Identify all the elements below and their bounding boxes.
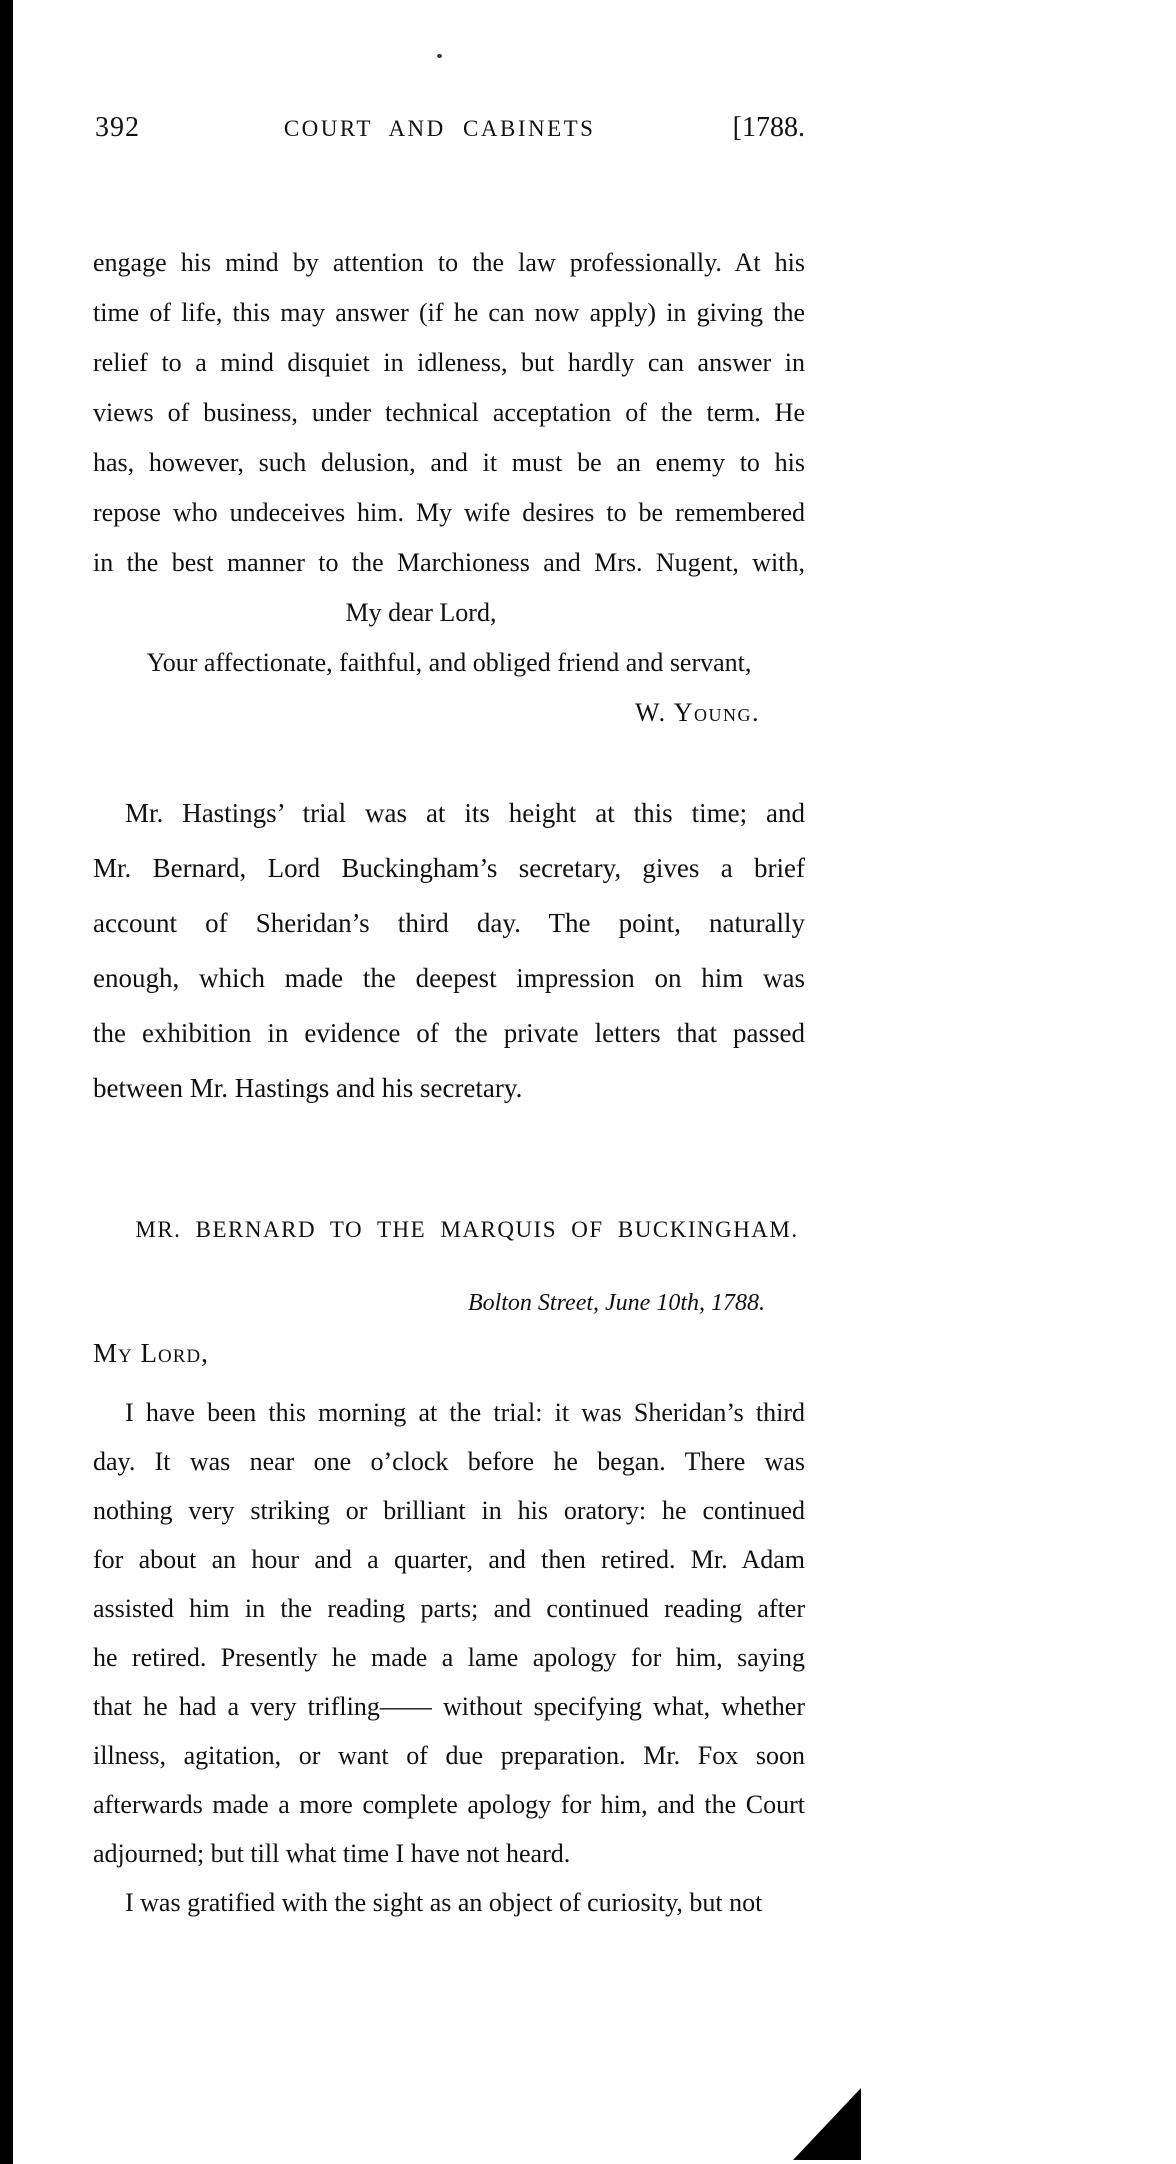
- body-line: Mr. Bernard, Lord Buckingham’s secretary, gives a brief: [93, 853, 805, 883]
- salutation: My Lord,: [93, 1338, 209, 1368]
- narrative-paragraph: [93, 786, 805, 1116]
- body-line: afterwards made a more complete apology for him, and the Court: [93, 1790, 805, 1819]
- date-marker: [1788.: [732, 112, 805, 143]
- body-line: adjourned; but till what time I have not heard.: [93, 1839, 571, 1868]
- body-line: assisted him in the reading parts; and continued reading after: [93, 1594, 805, 1623]
- body-line: I have been this morning at the trial: it was Sheridan’s third: [125, 1398, 805, 1427]
- body-line: enough, which made the deepest impression on him was: [93, 963, 805, 993]
- body-line: repose who undeceives him. My wife desires to be remembered: [93, 498, 805, 527]
- body-line: illness, agitation, or want of due preparation. Mr. Fox soon: [93, 1741, 805, 1770]
- letter-heading: MR. BERNARD TO THE MARQUIS OF BUCKINGHAM.: [135, 1217, 799, 1242]
- body-line: he retired. Presently he made a lame apology for him, saying: [93, 1643, 805, 1672]
- signature: W. Young.: [635, 698, 760, 727]
- body-line: the exhibition in evidence of the private letters that passed: [93, 1018, 805, 1048]
- body-line: between Mr. Hastings and his secretary.: [93, 1073, 523, 1103]
- valediction-salute: My dear Lord,: [345, 598, 497, 627]
- page-header: [93, 112, 805, 152]
- page-corner-shadow: [793, 2088, 861, 2160]
- running-title: COURT AND CABINETS: [283, 116, 596, 141]
- body-line: views of business, under technical acceptation of the term. He: [93, 398, 805, 427]
- body-line: account of Sheridan’s third day. The point, naturally: [93, 908, 805, 938]
- body-line: that he had a very trifling—— without specifying what, whether: [93, 1692, 805, 1721]
- body-line: time of life, this may answer (if he can now apply) in giving the: [93, 298, 805, 327]
- page-number: 392: [95, 112, 140, 143]
- dateline: Bolton Street, June 10th, 1788.: [467, 1290, 765, 1316]
- body-line: Mr. Hastings’ trial was at its height at this time; and: [125, 798, 805, 828]
- body-line: nothing very striking or brilliant in his oratory: he continued: [93, 1496, 805, 1525]
- scan-speck: [437, 54, 442, 58]
- letter-bernard-paragraph-2: [93, 1878, 805, 1927]
- letter-bernard-body: [93, 1388, 805, 1878]
- body-line: for about an hour and a quarter, and then retired. Mr. Adam: [93, 1545, 805, 1574]
- body-line: relief to a mind disquiet in idleness, but hardly can answer in: [93, 348, 805, 377]
- body-line: engage his mind by attention to the law professionally. At his: [93, 248, 805, 277]
- body-line: has, however, such delusion, and it must be an enemy to his: [93, 448, 805, 477]
- letter-young-closing: [93, 238, 805, 738]
- body-line: in the best manner to the Marchioness and Mrs. Nugent, with,: [93, 548, 805, 577]
- body-line: day. It was near one o’clock before he began. There was: [93, 1447, 805, 1476]
- valediction: Your affectionate, faithful, and obliged friend and servant,: [146, 648, 752, 677]
- scan-edge-bar: [0, 0, 13, 2164]
- body-line: I was gratified with the sight as an object of curiosity, but not: [125, 1888, 763, 1917]
